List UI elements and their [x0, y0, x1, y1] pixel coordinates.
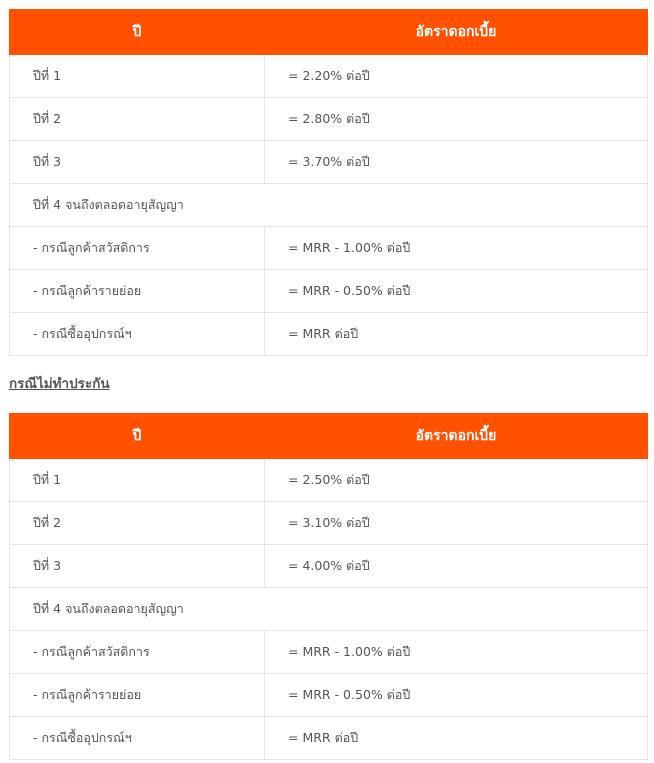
table-header-row — [10, 10, 648, 55]
row-label: - กรณีซื้ออุปกรณ์ฯ — [10, 717, 265, 760]
table-row — [10, 631, 648, 674]
row-value: = 2.50% ต่อปี — [265, 459, 648, 502]
interest-rate-table-uninsured — [9, 413, 648, 760]
table-row — [10, 674, 648, 717]
row-value: = 4.00% ต่อปี — [265, 545, 648, 588]
row-label: ปีที่ 1 — [10, 55, 265, 98]
row-label: - กรณีลูกค้ารายย่อย — [10, 674, 265, 717]
table-row-spanning — [10, 184, 648, 227]
table-row — [10, 270, 648, 313]
row-label: ปีที่ 2 — [10, 502, 265, 545]
header-year: ปี — [10, 10, 265, 55]
table-row — [10, 502, 648, 545]
row-label: - กรณีซื้ออุปกรณ์ฯ — [10, 313, 265, 356]
row-label: ปีที่ 2 — [10, 98, 265, 141]
header-interest-rate: อัตราดอกเบี้ย — [265, 10, 648, 55]
table-row — [10, 459, 648, 502]
row-value: = MRR - 1.00% ต่อปี — [265, 631, 648, 674]
row-label: ปีที่ 4 จนถึงตลอดอายุสัญญา — [10, 184, 648, 227]
row-label: ปีที่ 1 — [10, 459, 265, 502]
row-value: = MRR - 1.00% ต่อปี — [265, 227, 648, 270]
table-row — [10, 98, 648, 141]
table-row — [10, 55, 648, 98]
table-row — [10, 313, 648, 356]
row-label: - กรณีลูกค้ารายย่อย — [10, 270, 265, 313]
table-row-spanning — [10, 588, 648, 631]
section-heading-no-insurance: กรณีไม่ทำประกัน — [9, 376, 110, 392]
interest-rate-table-insured — [9, 9, 648, 356]
row-label: - กรณีลูกค้าสวัสดิการ — [10, 631, 265, 674]
row-value: = 2.20% ต่อปี — [265, 55, 648, 98]
row-value: = MRR ต่อปี — [265, 717, 648, 760]
header-interest-rate: อัตราดอกเบี้ย — [265, 414, 648, 459]
row-value: = MRR - 0.50% ต่อปี — [265, 270, 648, 313]
row-label: ปีที่ 4 จนถึงตลอดอายุสัญญา — [10, 588, 648, 631]
table-header-row — [10, 414, 648, 459]
row-value: = 2.80% ต่อปี — [265, 98, 648, 141]
header-year: ปี — [10, 414, 265, 459]
row-label: ปีที่ 3 — [10, 141, 265, 184]
row-value: = MRR - 0.50% ต่อปี — [265, 674, 648, 717]
row-value: = 3.10% ต่อปี — [265, 502, 648, 545]
table-row — [10, 227, 648, 270]
table-row — [10, 545, 648, 588]
row-label: ปีที่ 3 — [10, 545, 265, 588]
table-row — [10, 717, 648, 760]
row-value: = 3.70% ต่อปี — [265, 141, 648, 184]
row-label: - กรณีลูกค้าสวัสดิการ — [10, 227, 265, 270]
table-row — [10, 141, 648, 184]
row-value: = MRR ต่อปี — [265, 313, 648, 356]
